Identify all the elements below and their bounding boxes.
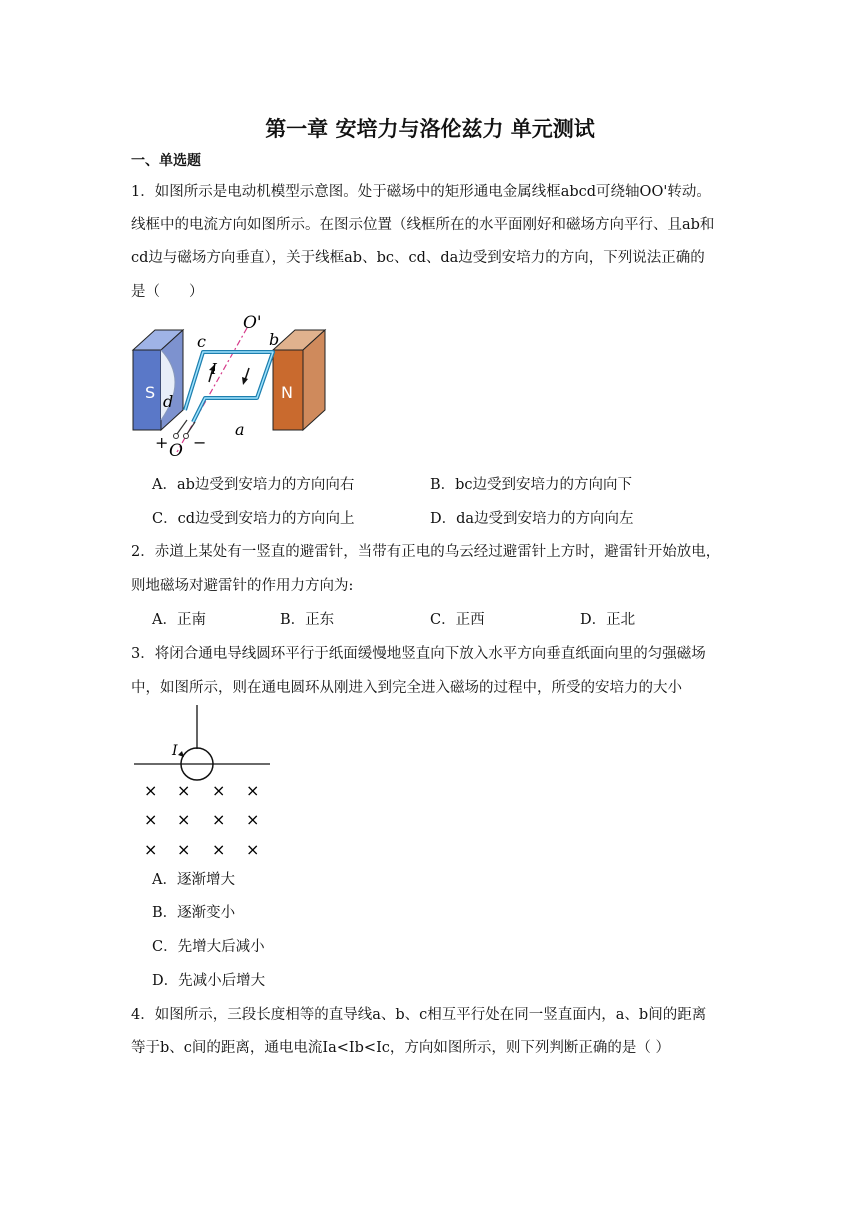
plus-label: + [155,433,169,452]
q2-option-a: A．正南 [152,612,206,628]
svg-text:×: × [212,810,226,829]
q4-line-1: 4．如图所示，三段长度相等的直导线a、b、c相互平行处在同一竖直面内，a、b间的距离 [131,1007,707,1023]
current-label: I [211,360,217,378]
q4-line-2: 等于b、c间的距离，通电电流Ia<Ib<Ic，方向如图所示，则下列判断正确的是（ ） [131,1040,671,1056]
svg-text:×: × [144,810,158,829]
q3-option-d: D．先减小后增大 [152,973,266,989]
q3-line-1: 3．将闭合通电导线圆环平行于纸面缓慢地竖直向下放入水平方向垂直纸面向里的匀强磁场 [131,646,706,662]
q1-line-4: 是（ ） [131,284,204,300]
n-label: N [281,383,293,402]
s-label: S [145,383,156,402]
c-label: c [197,332,206,351]
q2-line-2: 则地磁场对避雷针的作用力方向为: [131,578,354,594]
svg-text:×: × [177,840,191,859]
svg-text:×: × [246,781,260,800]
svg-text:×: × [246,840,260,859]
q1-option-b: B．bc边受到安培力的方向向下 [430,477,633,493]
q1-option-d: D．da边受到安培力的方向向左 [430,511,634,527]
q3-line-2: 中，如图所示，则在通电圆环从刚进入到完全进入磁场的过程中，所受的安培力的大小 [131,680,682,696]
q3-option-b: B．逐渐变小 [152,905,236,921]
q2-option-d: D．正北 [580,612,636,628]
svg-text:×: × [212,840,226,859]
q3-option-c: C．先增大后减小 [152,939,265,955]
svg-text:×: × [144,840,158,859]
ring-current-label: I [172,743,178,759]
ring-field-diagram [130,703,275,863]
o-prime-label: O' [243,313,262,333]
q2-option-b: B．正东 [280,612,335,628]
section-heading: 一、单选题 [131,153,201,169]
a-label: a [235,420,245,439]
page-title: 第一章 安培力与洛伦兹力 单元测试 [265,117,595,141]
q2-line-1: 2．赤道上某处有一竖直的避雷针，当带有正电的乌云经过避雷针上方时，避雷针开始放电， [131,544,721,560]
q2-option-c: C．正西 [430,612,485,628]
svg-text:×: × [177,781,191,800]
svg-text:×: × [177,810,191,829]
minus-label: − [193,433,207,452]
q1-option-a: A．ab边受到安培力的方向向右 [152,477,355,493]
d-label: d [163,392,174,411]
q1-line-3: cd边与磁场方向垂直），关于线框ab、bc、cd、da边受到安培力的方向，下列说法正确的 [131,250,705,266]
svg-text:×: × [144,781,158,800]
q3-option-a: A．逐渐增大 [152,872,235,888]
magnetic-field-crosses [144,781,259,859]
o-label: O [169,441,183,460]
b-label: b [269,330,280,349]
svg-text:×: × [246,810,260,829]
motor-diagram [125,310,335,460]
svg-text:×: × [212,781,226,800]
q1-line-1: 1．如图所示是电动机模型示意图。处于磁场中的矩形通电金属线框abcd可绕轴OO'转动。 [131,184,711,200]
q1-option-c: C．cd边受到安培力的方向向上 [152,511,355,527]
q1-line-2: 线框中的电流方向如图所示。在图示位置（线框所在的水平面刚好和磁场方向平行、且ab和 [131,217,715,233]
